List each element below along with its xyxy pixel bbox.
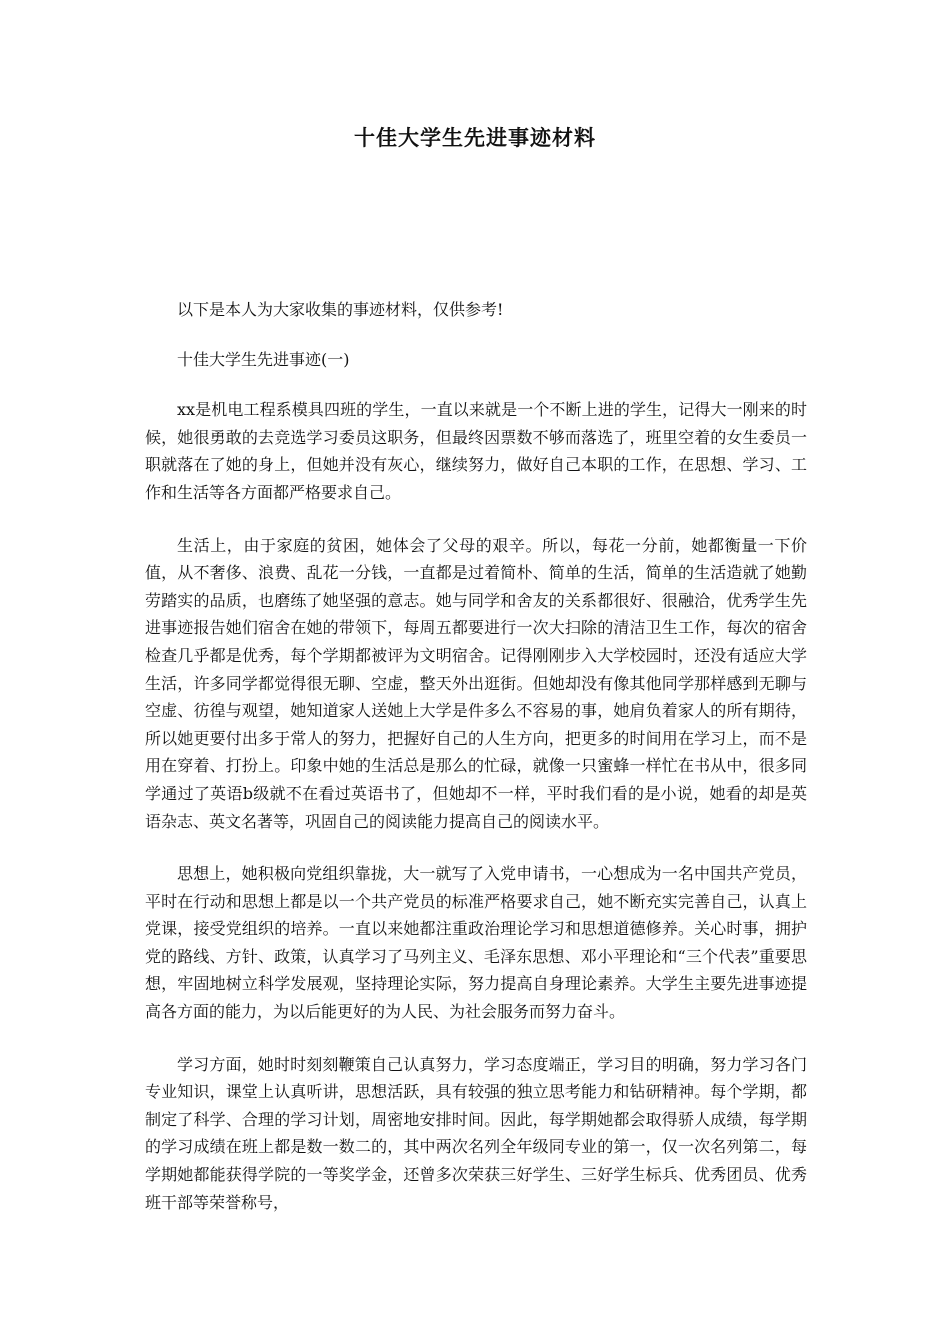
body-paragraph: 思想上，她积极向党组织靠拢，大一就写了入党申请书，一心想成为一名中国共产党员，平时在行动和思想上都是以一个共产党员的标准严格要求自己，她不断充实完善自己，认真上党课，接受党组织的培养。一直以来她都注重政治理论学习和思想道德修养。关心时事，拥护党的路线、方针、政策，认真学习了马列主义、毛泽东思想、邓小平理论和“三个代表”重要思想，牢固地树立科学发展观，坚持理论实际，努力提高自身理论素养。大学生主要先进事迹提高各方面的能力，为以后能更好的为人民、为社会服务而努力奋斗。 <box>145 864 807 1022</box>
document-title: 十佳大学生先进事迹材料 <box>354 125 596 150</box>
intro-paragraph: 以下是本人为大家收集的事迹材料，仅供参考! <box>177 300 504 319</box>
body-paragraph: 学习方面，她时时刻刻鞭策自己认真努力，学习态度端正，学习目的明确，努力学习各门专业知识，课堂上认真听讲，思想活跃，具有较强的独立思考能力和钻研精神。每个学期，都制定了科学、合理的学习计划，周密地安排时间。因此，每学期她都会取得骄人成绩，每学期的学习成绩在班上都是数一数二的，其中两次名列全年级同专业的第一，仅一次名列第二，每学期她都能获得学院的一等奖学金，还曾多次荣获三好学生、三好学生标兵、优秀团员、优秀班干部等荣誉称号， <box>145 1054 807 1212</box>
section-heading: 十佳大学生先进事迹(一) <box>177 349 350 369</box>
document-body <box>145 296 807 1241</box>
body-paragraph: 生活上，由于家庭的贫困，她体会了父母的艰辛。所以，每花一分前，她都衡量一下价值，从不奢侈、浪费、乱花一分钱，一直都是过着简朴、简单的生活，简单的生活造就了她勤劳踏实的品质，也磨练了她坚强的意志。她与同学和舍友的关系都很好、很融洽，优秀学生先进事迹报告她们宿舍在她的带领下，每周五都要进行一次大扫除的清洁卫生工作，每次的宿舍检查几乎都是优秀，每个学期都被评为文明宿舍。记得刚刚步入大学校园时，还没有适应大学生活，许多同学都觉得很无聊、空虚，整天外出逛街。但她却没有像其他同学那样感到无聊与空虚、彷徨与观望，她知道家人送她上大学是件多么不容易的事，她肩负着家人的所有期待，所以她更要付出多于常人的努力，把握好自己的人生方向，把更多的时间用在学习上，而不是用在穿着、打扮上。印象中她的生活总是那么的忙碌，就像一只蜜蜂一样忙在书从中，很多同学通过了英语b级就不在看过英语书了，但她却不一样，平时我们看的是小说，她看的却是英语杂志、英文名著等，巩固自己的阅读能力提高自己的阅读水平。 <box>145 535 807 831</box>
body-paragraph: xx是机电工程系模具四班的学生，一直以来就是一个不断上进的学生，记得大一刚来的时候，她很勇敢的去竞选学习委员这职务，但最终因票数不够而落选了，班里空着的女生委员一职就落在了她的身上，但她并没有灰心，继续努力，做好自己本职的工作，在思想、学习、工作和生活等各方面都严格要求自己。 <box>145 400 807 502</box>
